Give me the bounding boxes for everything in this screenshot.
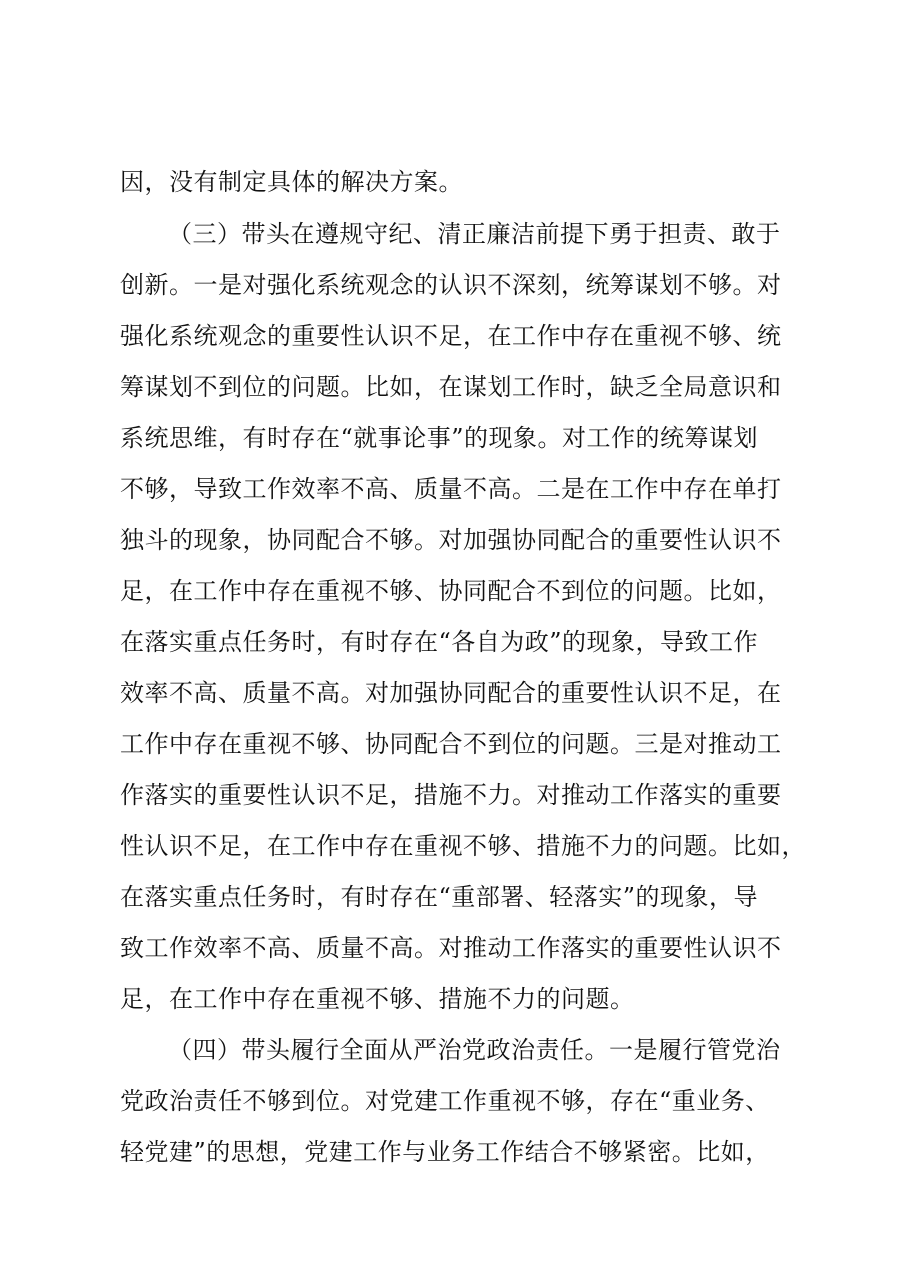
section-heading-line: （三）带头在遵规守纪、清正廉洁前提下勇于担责、敢于	[168, 220, 781, 248]
text-line: 党政治责任不够到位。对党建工作重视不够，存在“重业务、	[120, 1087, 770, 1115]
text-line: 强化系统观念的重要性认识不足，在工作中存在重视不够、统	[120, 322, 782, 350]
text-line: 足，在工作中存在重视不够、协同配合不到位的问题。比如，	[120, 577, 782, 605]
text-line: 筹谋划不到位的问题。比如，在谋划工作时，缺乏全局意识和	[120, 373, 782, 401]
text-line: 足，在工作中存在重视不够、措施不力的问题。	[120, 985, 635, 1013]
text-line: 不够，导致工作效率不高、质量不高。二是在工作中存在单打	[120, 475, 782, 503]
text-line: 效率不高、质量不高。对加强协同配合的重要性认识不足，在	[120, 679, 782, 707]
text-line: 在落实重点任务时，有时存在“各自为政”的现象，导致工作	[120, 628, 759, 656]
text-line: 在落实重点任务时，有时存在“重部署、轻落实”的现象，导	[120, 883, 759, 911]
text-line: 系统思维，有时存在“就事论事”的现象。对工作的统筹谋划	[120, 424, 759, 452]
text-line: 性认识不足，在工作中存在重视不够、措施不力的问题。比如，	[120, 832, 806, 860]
section-heading-line: （四）带头履行全面从严治党政治责任。一是履行管党治	[168, 1036, 781, 1064]
text-line: 工作中存在重视不够、协同配合不到位的问题。三是对推动工	[120, 730, 782, 758]
text-line: 作落实的重要性认识不足，措施不力。对推动工作落实的重要	[120, 781, 782, 809]
text-line: 轻党建”的思想，党建工作与业务工作结合不够紧密。比如，	[120, 1138, 770, 1166]
text-line: 致工作效率不高、质量不高。对推动工作落实的重要性认识不	[120, 934, 782, 962]
text-line: 创新。一是对强化系统观念的认识不深刻，统筹谋划不够。对	[120, 271, 782, 299]
text-line: 因，没有制定具体的解决方案。	[120, 168, 463, 196]
text-line: 独斗的现象，协同配合不够。对加强协同配合的重要性认识不	[120, 526, 782, 554]
